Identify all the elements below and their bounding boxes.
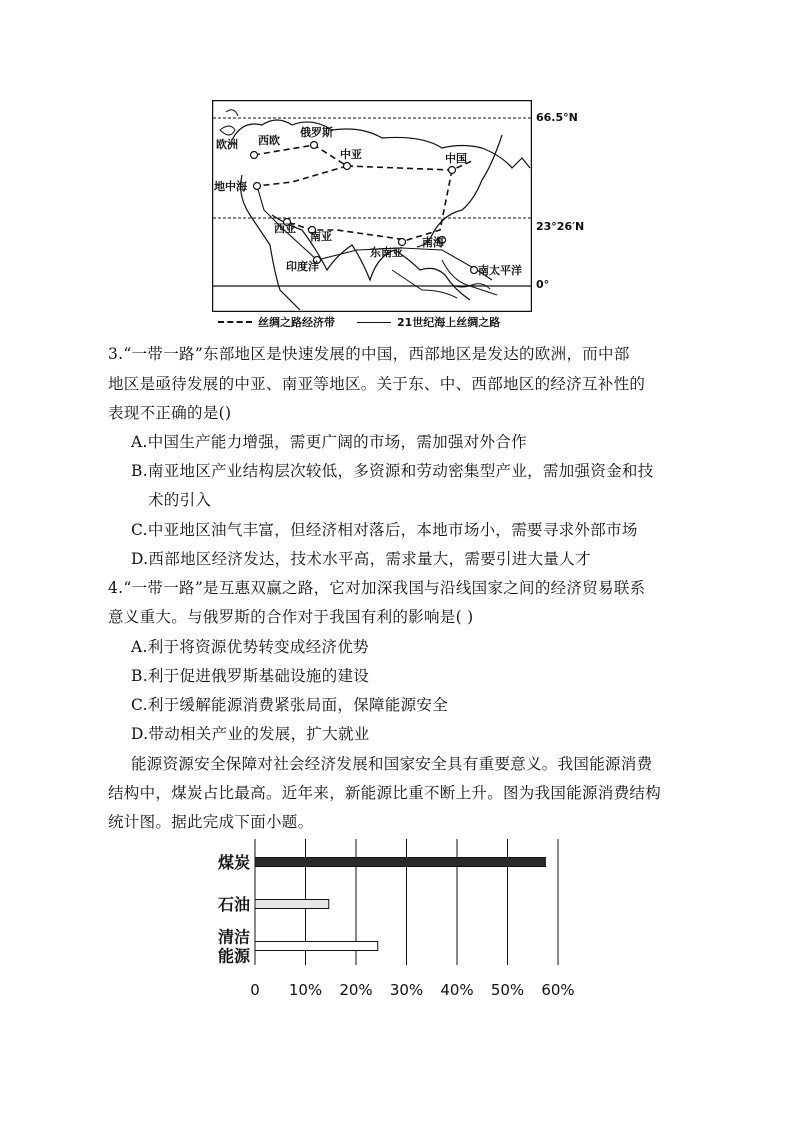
x-tick-label: 40%: [440, 981, 474, 999]
x-tick-label: 20%: [339, 981, 373, 999]
q4-option-a[interactable]: A.利于将资源优势转变成经济优势: [131, 638, 369, 656]
q4-option-d[interactable]: D.带动相关产业的发展，扩大就业: [131, 725, 370, 743]
intro-line: 能源资源安全保障对社会经济发展和国家安全具有重要意义。我国能源消费: [131, 755, 653, 773]
map-label-south-pacific: 南太平洋: [478, 264, 522, 277]
q3-option-d[interactable]: D.西部地区经济发达，技术水平高，需求量大，需要引进大量人才: [131, 550, 591, 568]
map-label-western-europe: 西欧: [258, 134, 280, 147]
q3-option-b[interactable]: B.南亚地区产业结构层次较低，多资源和劳动密集型产业，需加强资金和技: [131, 462, 654, 480]
q3-option-a[interactable]: A.中国生产能力增强，需更广阔的市场，需加强对外合作: [131, 433, 527, 451]
dashed-line-swatch: [218, 321, 252, 323]
map-label-south-asia: 南亚: [310, 230, 332, 243]
bar: [255, 900, 329, 909]
q3-stem-line: 表现不正确的是(): [108, 404, 232, 422]
q3-option-b-cont: 术的引入: [148, 491, 212, 509]
legend-land-route-label: 丝绸之路经济带: [258, 316, 335, 329]
energy-consumption-chart: [200, 835, 590, 1005]
q4-stem-line: 4.“一带一路”是互惠双赢之路，它对加深我国与沿线国家之间的经济贸易联系: [108, 579, 646, 597]
lat-equator: 0°: [536, 278, 550, 291]
map-label-south-sea: 南海: [422, 236, 444, 249]
q4-option-c[interactable]: C.利于缓解能源消费紧张局面，保障能源安全: [131, 696, 449, 714]
legend-sea-route-label: 21世纪海上丝绸之路: [397, 316, 501, 329]
category-label: 煤炭: [218, 853, 251, 872]
q3-stem-line: 3.“一带一路”东部地区是快速发展的中国，西部地区是发达的欧洲，而中部: [108, 345, 630, 363]
bar: [255, 858, 545, 867]
category-label: 石油: [218, 895, 251, 914]
map-label-indian-ocean: 印度洋: [286, 260, 319, 273]
lat-66: 66.5°N: [536, 111, 578, 124]
q4-stem-line: 意义重大。与俄罗斯的合作对于我国有利的影响是( ): [108, 608, 474, 626]
x-tick-label: 10%: [288, 981, 323, 999]
x-tick-label: 50%: [490, 981, 525, 999]
map-label-southeast-asia: 东南亚: [370, 246, 403, 259]
map-label-china: 中国: [445, 152, 467, 165]
lat-tropic: 23°26′N: [536, 220, 585, 233]
q4-option-b[interactable]: B.利于促进俄罗斯基础设施的建设: [131, 667, 370, 685]
x-tick-label: 30%: [389, 981, 424, 999]
map-label-russia: 俄罗斯: [300, 126, 333, 139]
map-legend: [218, 314, 500, 330]
map-label-europe: 欧洲: [216, 138, 238, 151]
intro-line: 统计图。据此完成下面小题。: [108, 813, 314, 831]
legend-land-route: [218, 314, 335, 330]
map-label-mediterranean: 地中海: [214, 180, 247, 193]
bar: [255, 942, 378, 951]
q3-option-c[interactable]: C.中亚地区油气丰富，但经济相对落后，本地市场小，需要寻求外部市场: [131, 521, 638, 539]
solid-line-swatch: [357, 322, 391, 323]
q3-stem-line: 地区是亟待发展的中亚、南亚等地区。关于东、中、西部地区的经济互补性的: [108, 375, 646, 393]
map-label-west-asia: 西亚: [274, 222, 296, 235]
legend-sea-route: [357, 314, 500, 330]
silk-road-map: [212, 100, 532, 312]
map-label-central-asia: 中亚: [340, 148, 362, 161]
x-tick-label: 0: [250, 981, 260, 999]
x-tick-label: 60%: [541, 981, 575, 999]
intro-line: 结构中，煤炭占比最高。近年来，新能源比重不断上升。图为我国能源消费结构: [108, 784, 662, 802]
category-label: 能源: [218, 946, 251, 966]
category-label: 清洁: [218, 927, 251, 947]
